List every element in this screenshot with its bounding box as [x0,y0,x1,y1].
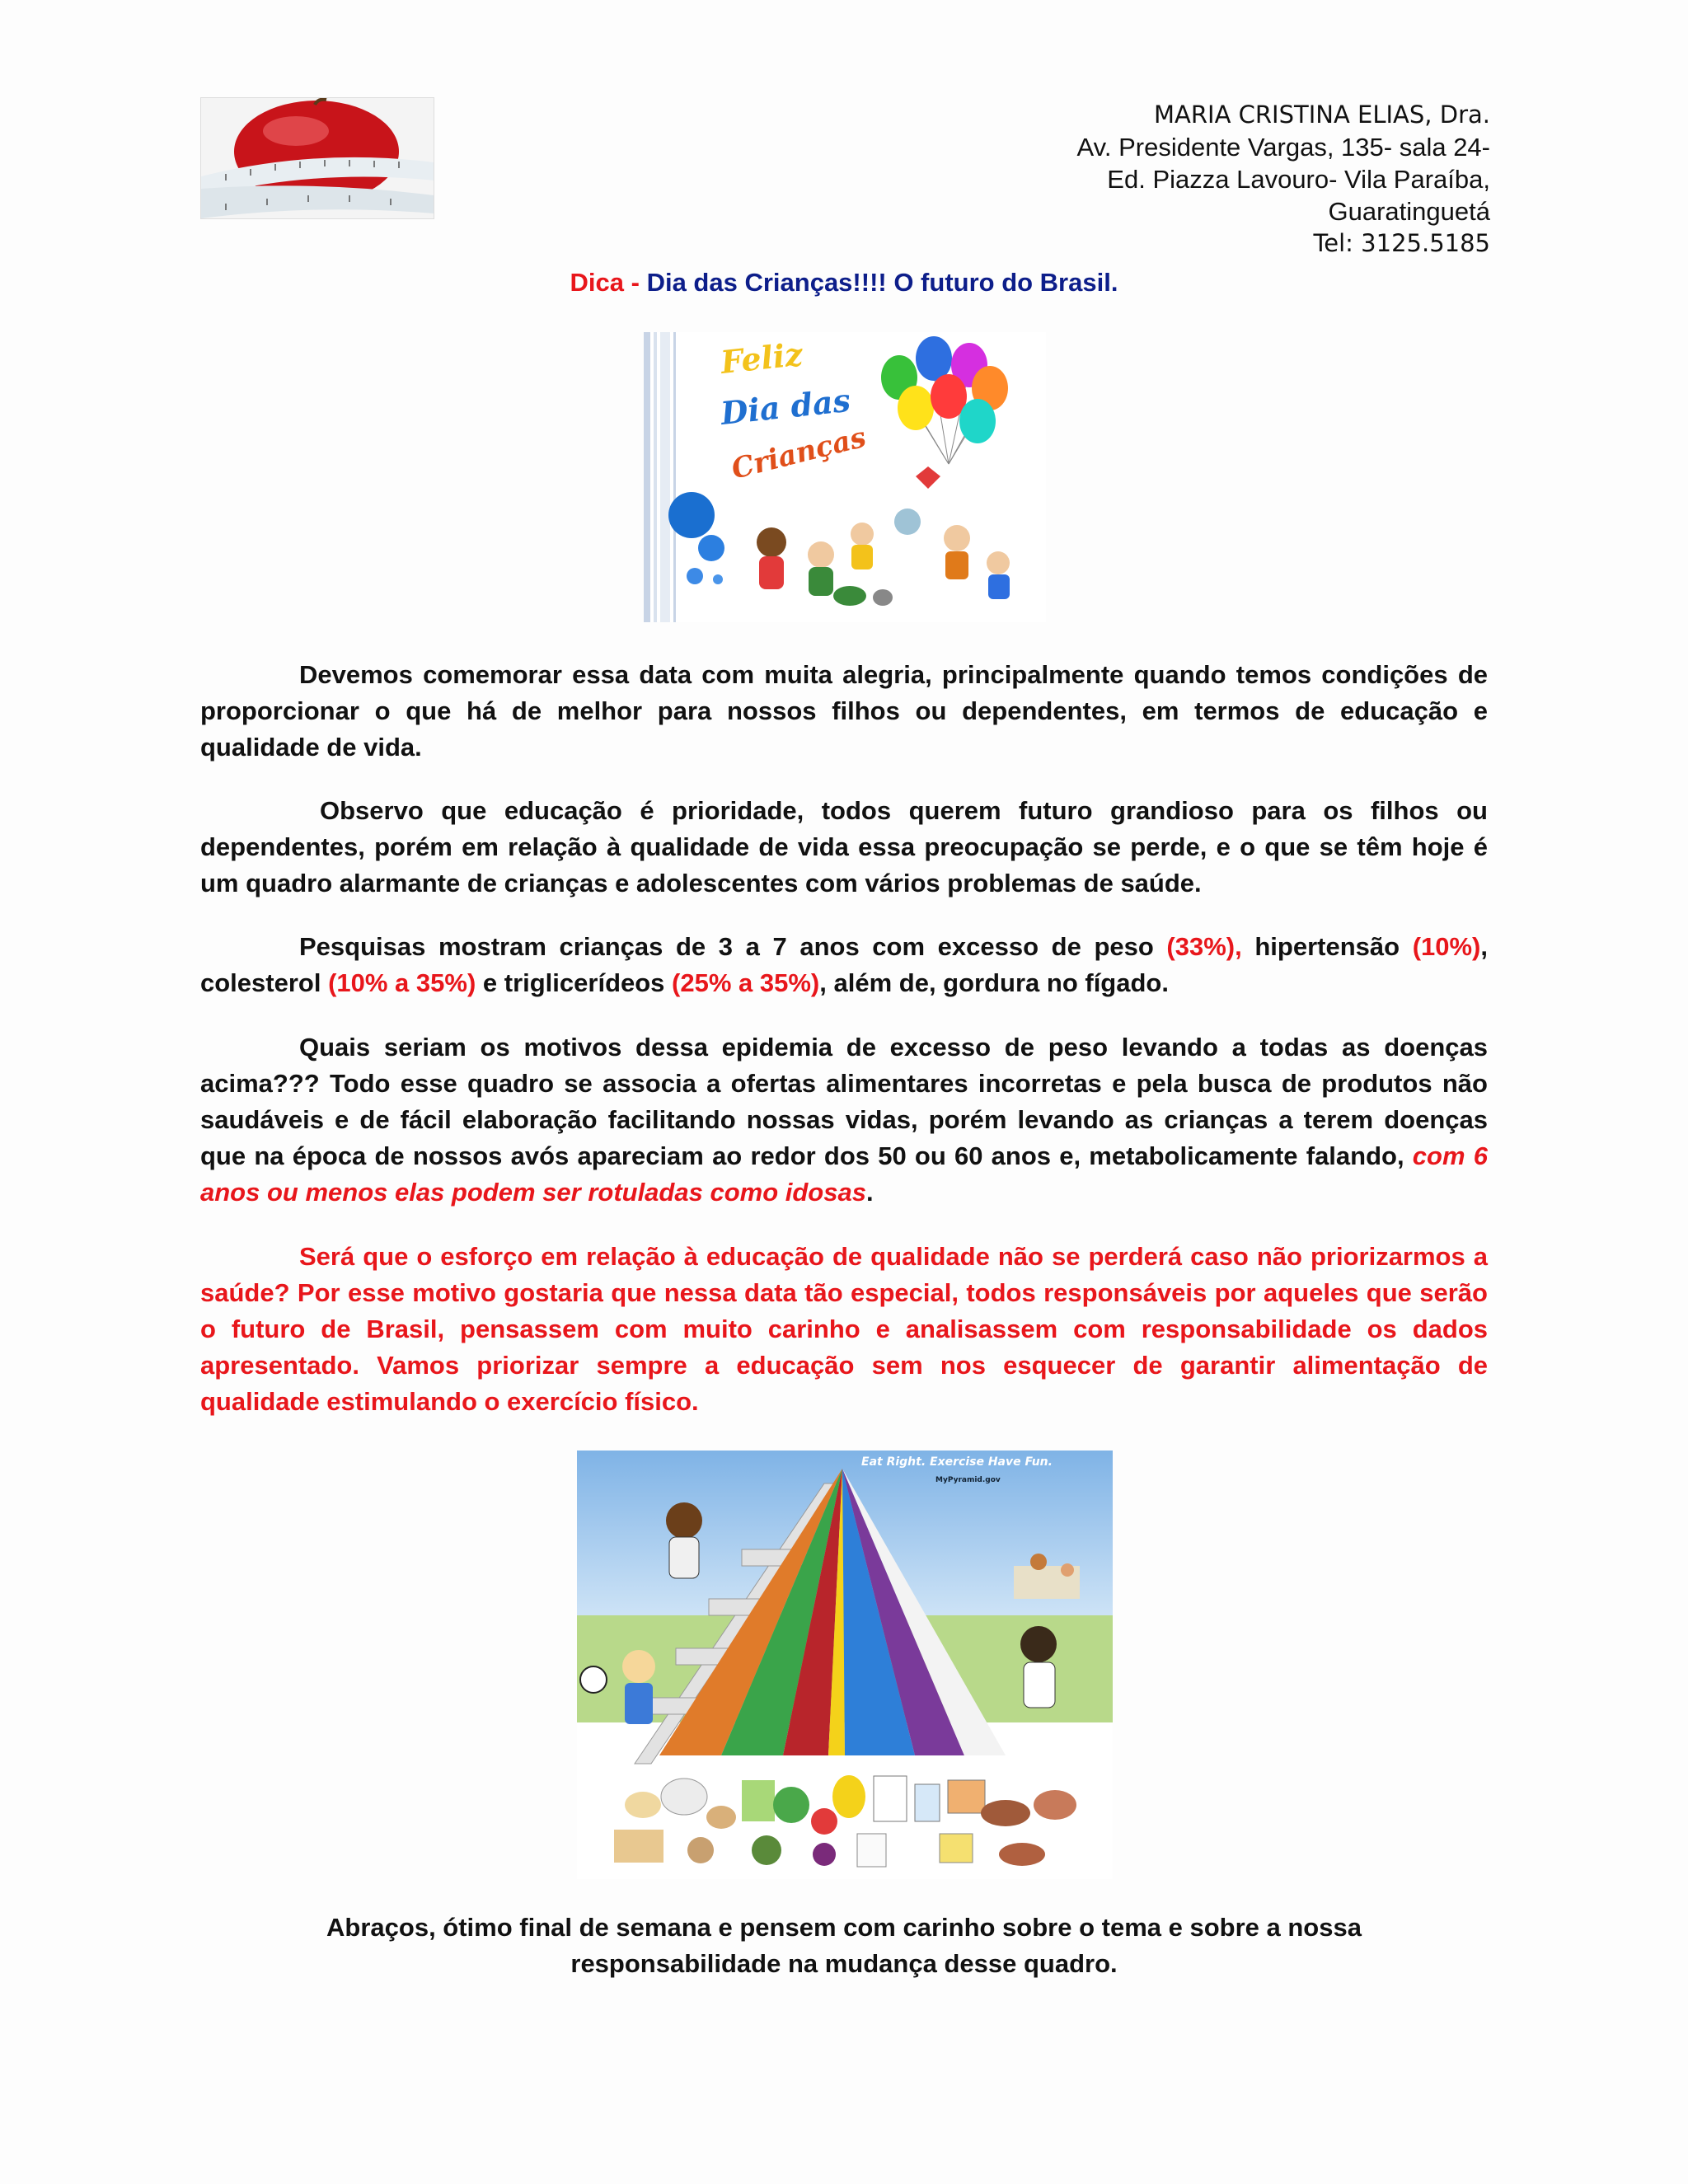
pyramid-site: MyPyramid.gov [935,1476,1001,1484]
p3-text-g: e triglicerídeos [476,968,673,997]
paragraph-2 [200,793,1488,902]
paragraph-1 [200,657,1488,766]
banner-line-1: Feliz [719,335,804,381]
p3-triglyceride-stat: (25% a 35%) [672,968,820,997]
p3-hypertension-stat: (10%) [1412,932,1481,961]
p4-text-c: . [865,1178,874,1207]
title-text: Dia das Crianças!!!! O futuro do Brasil. [646,268,1118,297]
paragraph-5 [200,1239,1488,1420]
child-climbing-icon [666,1502,702,1578]
apple-tape-logo [200,97,434,219]
p3-cholesterol-stat: (10% a 35%) [328,968,476,997]
banner-line-3: Crianças [728,420,870,486]
page-title [0,268,1688,298]
banner-line-2: Dia das [719,381,852,432]
p4-text-a: Quais seriam os motivos dessa epidemia de excesso de peso levando a todas as doenças acima??? Todo esse quadro se associa a ofertas alimentares incorretas e pela busca de produtos não saudáveis e de fácil elaboração facilitando nossas vidas, porém levando as crianças a terem doenças que na época de nossos avós apareciam ao redor dos 50 ou 60 anos e, metabolicamente falando, [200,1033,1488,1170]
paragraph-2-text: Observo que educação é prioridade, todos querem futuro grandioso para os filhos ou dependentes, porém em relação à qualidade de vida essa preocupação se perde, e o que se têm hoje é um quadro alarmante de crianças e adolescentes com vários problemas de saúde. [200,796,1488,898]
closing-line-1: Abraços, ótimo final de semana e pensem com carinho sobre o tema e sobre a nossa [326,1913,1362,1942]
address-block [913,99,1490,260]
address-city: Guaratinguetá [1328,197,1490,226]
closing-message [200,1910,1488,1982]
childrens-day-banner [644,332,1046,622]
child-right-icon [1020,1626,1057,1708]
food-pyramid-illustration [577,1451,1113,1879]
p4-highlight: com 6 anos ou menos elas podem ser rotuladas como idosas [200,1141,1488,1207]
doctor-name: MARIA CRISTINA ELIAS, Dra. [1154,101,1490,129]
paragraph-4 [200,1029,1488,1211]
p3-text-c: hipertensão [1241,932,1413,961]
pyramid-slogan: Eat Right. Exercise Have Fun. [861,1455,1053,1469]
paragraph-5-text: Será que o esforço em relação à educação de qualidade não se perderá caso não priorizarmos a saúde? Por esse motivo gostaria que nessa data tão especial, todos responsáveis por aqueles que serão o futuro de Brasil, pensassem com muito carinho e analisassem com responsabilidade os dados apresentado. Vamos priorizar sempre a educação sem nos esquecer de garantir alimentação de qualidade estimulando o exercício físico. [200,1242,1488,1416]
phone: Tel: 3125.5185 [1313,229,1490,257]
address-line-2: Ed. Piazza Lavouro- Vila Paraíba, [1107,165,1490,194]
p3-overweight-stat: (33%), [1166,932,1242,961]
title-prefix: Dica - [570,268,647,297]
p3-text-i: , além de, gordura no fígado. [819,968,1169,997]
p3-text-e: , colesterol [200,932,1489,997]
p3-text-a: Pesquisas mostram crianças de 3 a 7 anos com excesso de peso [299,932,1167,961]
paragraph-1-text: Devemos comemorar essa data com muita alegria, principalmente quando temos condições de proporcionar o que há de melhor para nossos filhos ou dependentes, em termos de educação e qualidade de vida. [200,660,1488,762]
address-line-1: Av. Presidente Vargas, 135- sala 24- [1076,133,1490,162]
closing-line-2: responsabilidade na mudança desse quadro. [570,1949,1118,1978]
paragraph-3 [200,929,1488,1001]
